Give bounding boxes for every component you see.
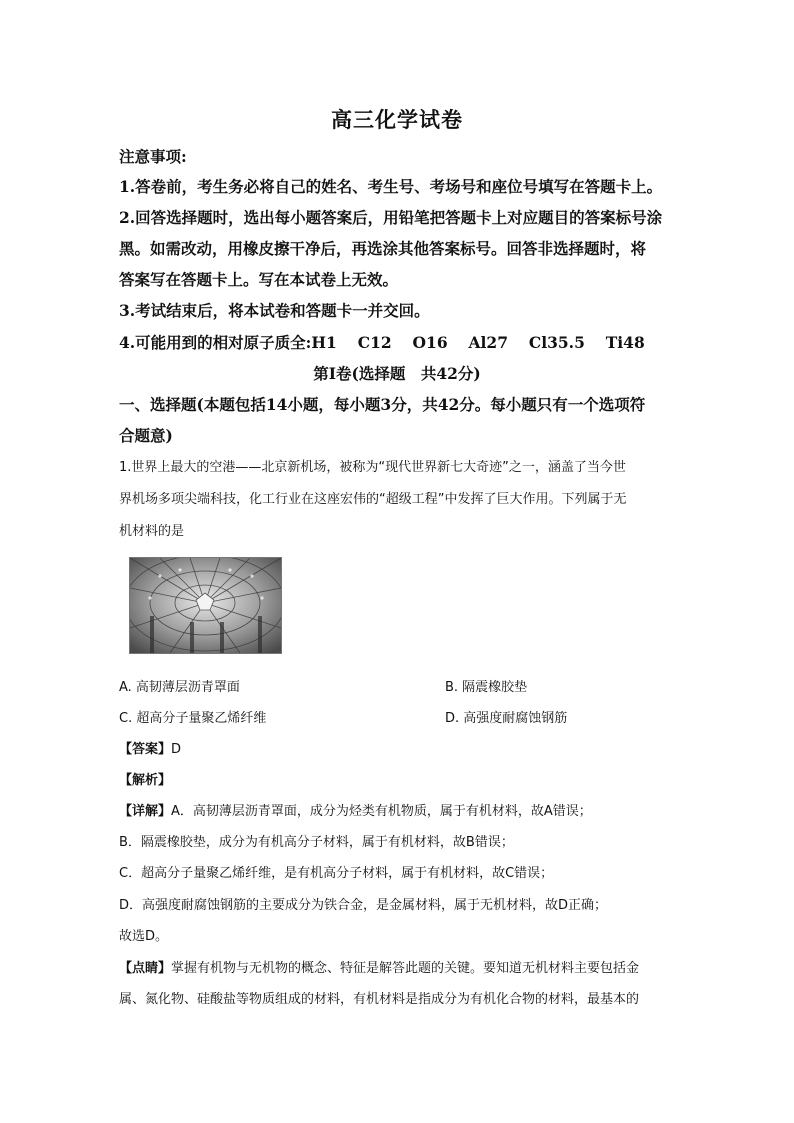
answer-value: D — [171, 742, 182, 757]
analysis-tag: 【解析】 — [119, 773, 172, 788]
detail-line-5: 故选D。 — [119, 929, 169, 944]
notice-line-4: 答案写在答题卡上。写在本试卷上无效。 — [119, 270, 399, 289]
volume-heading: 第Ⅰ卷(选择题 共42分) — [313, 364, 481, 383]
notice-line-1: 1.答卷前，考生务必将自己的姓名、考生号、考场号和座位号填写在答题卡上。 — [119, 177, 663, 196]
page-title: 高三化学试卷 — [331, 107, 463, 132]
point-text-a: 掌握有机物与无机物的概念、特征是解答此题的关键。要知道无机材料主要包括金 — [171, 961, 640, 976]
section-heading-line-2: 合题意) — [119, 426, 173, 445]
notice-line-3: 黑。如需改动，用橡皮擦干净后，再选涂其他答案标号。回答非选择题时，将 — [119, 239, 647, 258]
notice-line-5: 3.考试结束后，将本试卷和答题卡一并交回。 — [119, 301, 430, 320]
point-line-2: 属、氮化物、硅酸盐等物质组成的材料，有机材料是指成分为有机化合物的材料，最基本的 — [119, 992, 640, 1007]
option-a: A. 高韧薄层沥青罩面 — [119, 680, 240, 695]
question-1-line-1: 1.世界上最大的空港——北京新机场，被称为“现代世界新七大奇迹”之一，涵盖了当今世 — [119, 460, 626, 475]
airport-ceiling-illustration — [130, 558, 281, 653]
option-c: C. 超高分子量聚乙烯纤维 — [119, 711, 267, 726]
answer-tag: 【答案】 — [119, 742, 172, 757]
point-tag: 【点睛】 — [119, 961, 172, 976]
detail-line-4: D．高强度耐腐蚀钢筋的主要成分为铁合金，是金属材料，属于无机材料，故D正确； — [119, 898, 608, 913]
notice-heading: 注意事项: — [119, 147, 187, 166]
detail-tag: 【详解】 — [119, 804, 172, 819]
detail-line-1 — [119, 800, 592, 819]
point-line-1 — [119, 957, 639, 976]
detail-line-3: C．超高分子量聚乙烯纤维，是有机高分子材料，属于有机材料，故C错误； — [119, 866, 554, 881]
detail-line-2: B．隔震橡胶垫，成分为有机高分子材料，属于有机材料，故B错误； — [119, 835, 514, 850]
section-heading-line-1: 一、选择题(本题包括14小题，每小题3分，共42分。每小题只有一个选项符 — [119, 395, 646, 414]
option-b: B. 隔震橡胶垫 — [445, 680, 528, 695]
detail-text-a: A．高韧薄层沥青罩面，成分为烃类有机物质，属于有机材料，故A错误； — [171, 804, 592, 819]
notice-line-2: 2.回答选择题时，选出每小题答案后，用铅笔把答题卡上对应题目的答案标号涂 — [119, 208, 663, 227]
notice-line-6: 4.可能用到的相对原子质全:H1 C12 O16 Al27 Cl35.5 Ti48 — [119, 333, 645, 352]
answer-line — [119, 738, 181, 757]
option-d: D. 高强度耐腐蚀钢筋 — [445, 711, 568, 726]
question-1-line-3: 机材料的是 — [119, 524, 185, 539]
question-1-line-2: 界机场多项尖端科技，化工行业在这座宏伟的“超级工程”中发挥了巨大作用。下列属于无 — [119, 492, 627, 507]
airport-interior-image — [129, 557, 282, 654]
